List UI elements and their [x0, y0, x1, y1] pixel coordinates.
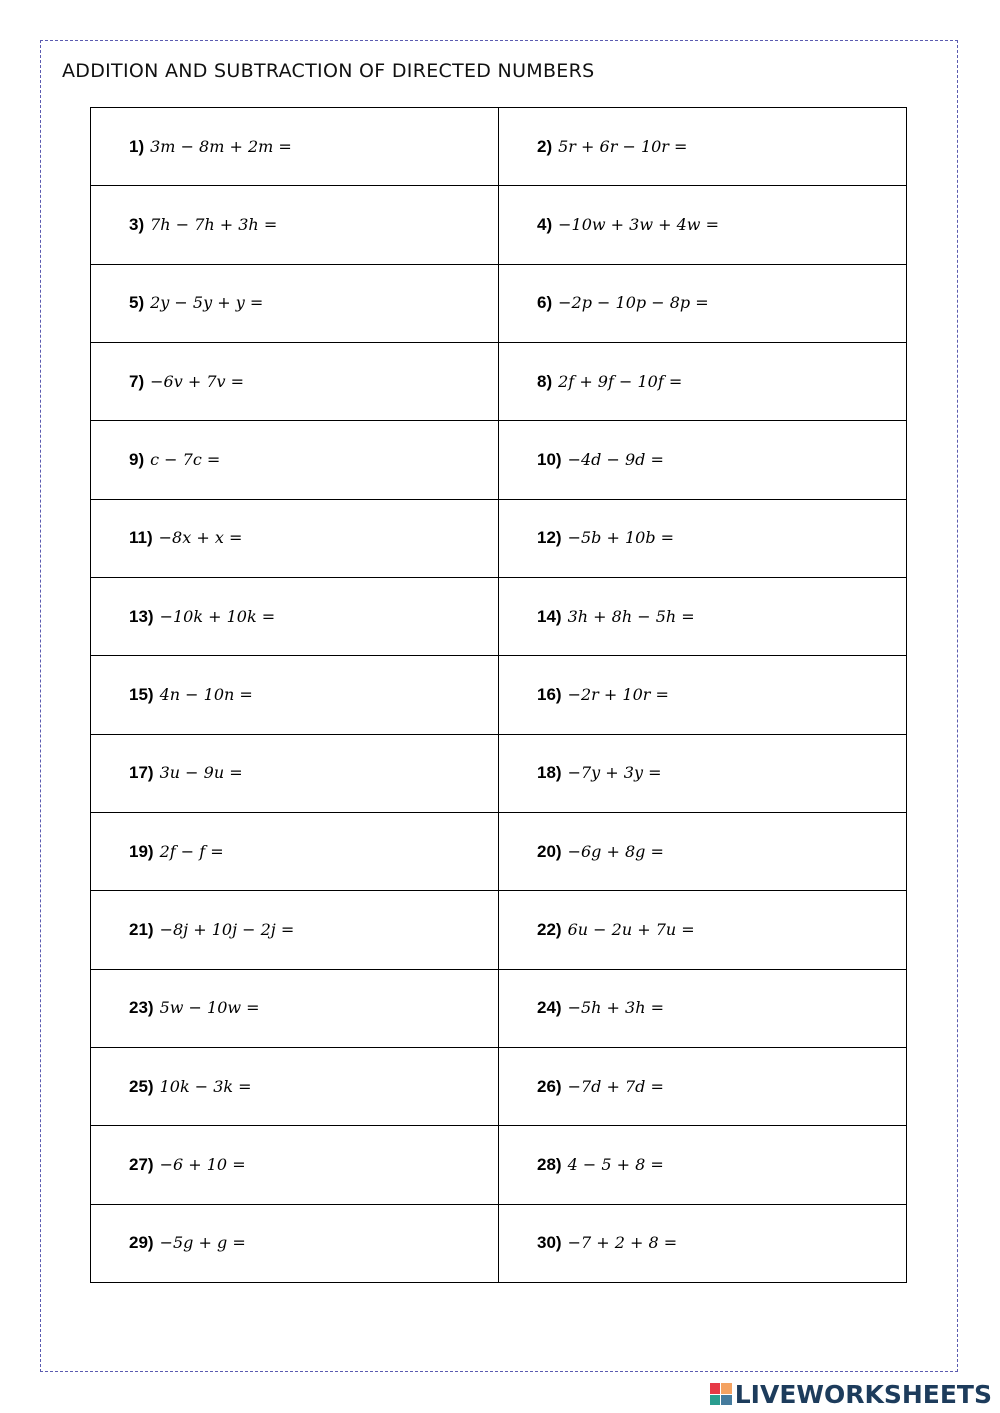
exercise-expression: −7d + 7d =	[567, 1076, 664, 1096]
exercise-number: 23)	[129, 998, 154, 1018]
exercise-number: 1)	[129, 136, 145, 156]
exercise-expression: 2f + 9f − 10f =	[558, 371, 683, 391]
exercise-cell	[499, 186, 907, 264]
table-row	[91, 421, 907, 499]
exercise-number: 7)	[129, 371, 145, 391]
exercise-number: 16)	[537, 684, 562, 704]
exercise-expression: −10w + 3w + 4w =	[558, 214, 719, 234]
table-row	[91, 1126, 907, 1204]
exercise-expression: −2r + 10r =	[567, 684, 669, 704]
exercise-cell	[499, 1204, 907, 1282]
table-row	[91, 186, 907, 264]
exercise-cell	[91, 812, 499, 890]
exercise-cell	[499, 264, 907, 342]
table-row	[91, 342, 907, 420]
exercise-cell	[91, 577, 499, 655]
table-row	[91, 734, 907, 812]
exercise-cell	[91, 499, 499, 577]
exercise-expression: −5h + 3h =	[567, 998, 665, 1018]
exercise-number: 29)	[129, 1233, 154, 1253]
table-row	[91, 1204, 907, 1282]
exercise-cell	[499, 969, 907, 1047]
exercise-expression: 4n − 10n =	[159, 684, 253, 704]
liveworksheets-logo	[710, 1380, 992, 1408]
exercise-number: 20)	[537, 841, 562, 861]
exercise-cell	[91, 656, 499, 734]
exercise-expression: −7 + 2 + 8 =	[567, 1233, 678, 1253]
exercise-number: 6)	[537, 293, 553, 313]
exercise-cell	[499, 812, 907, 890]
exercise-expression: −6g + 8g =	[567, 841, 664, 861]
table-row	[91, 812, 907, 890]
exercise-table	[90, 107, 907, 1283]
exercise-number: 19)	[129, 841, 154, 861]
exercise-expression: −4d − 9d =	[567, 449, 664, 469]
table-row	[91, 499, 907, 577]
exercise-cell	[91, 1047, 499, 1125]
exercise-number: 17)	[129, 763, 154, 783]
exercise-number: 4)	[537, 214, 553, 234]
exercise-number: 5)	[129, 293, 145, 313]
table-row	[91, 264, 907, 342]
logo-text: LIVEWORKSHEETS	[734, 1379, 992, 1409]
exercise-number: 8)	[537, 371, 553, 391]
exercise-number: 11)	[129, 528, 153, 548]
exercise-expression: −7y + 3y =	[567, 763, 662, 783]
exercise-expression: 10k − 3k =	[159, 1076, 252, 1096]
exercise-cell	[499, 1047, 907, 1125]
exercise-cell	[499, 421, 907, 499]
exercise-cell	[499, 891, 907, 969]
exercise-expression: −6v + 7v =	[150, 371, 245, 391]
exercise-expression: −6 + 10 =	[159, 1154, 246, 1174]
exercise-number: 25)	[129, 1076, 154, 1096]
exercise-expression: 3m − 8m + 2m =	[150, 136, 292, 156]
exercise-number: 12)	[537, 528, 562, 548]
exercise-number: 22)	[537, 919, 562, 939]
exercise-expression: −5b + 10b =	[567, 528, 675, 548]
exercise-expression: 7h − 7h + 3h =	[150, 214, 278, 234]
exercise-expression: −10k + 10k =	[159, 606, 276, 626]
exercise-expression: 4 − 5 + 8 =	[567, 1154, 664, 1174]
table-row	[91, 108, 907, 186]
exercise-expression: 2f − f =	[159, 841, 224, 861]
exercise-number: 10)	[537, 449, 562, 469]
exercise-expression: 5r + 6r − 10r =	[558, 136, 688, 156]
exercise-number: 27)	[129, 1154, 154, 1174]
exercise-expression: −8x + x =	[158, 528, 243, 548]
exercise-number: 15)	[129, 684, 154, 704]
exercise-number: 3)	[129, 214, 145, 234]
exercise-cell	[91, 108, 499, 186]
exercise-expression: −5g + g =	[159, 1233, 246, 1253]
exercise-number: 26)	[537, 1076, 562, 1096]
exercise-cell	[499, 656, 907, 734]
exercise-cell	[91, 421, 499, 499]
exercise-cell	[91, 734, 499, 812]
table-row	[91, 969, 907, 1047]
exercise-expression: −8j + 10j − 2j =	[159, 919, 295, 939]
exercise-expression: −2p − 10p − 8p =	[558, 293, 709, 313]
exercise-expression: 2y − 5y + y =	[150, 293, 264, 313]
exercise-cell	[91, 186, 499, 264]
table-row	[91, 1047, 907, 1125]
exercise-cell	[499, 108, 907, 186]
exercise-expression: 5w − 10w =	[159, 998, 260, 1018]
exercise-expression: 3u − 9u =	[159, 763, 243, 783]
exercise-number: 21)	[129, 919, 154, 939]
exercise-number: 24)	[537, 998, 562, 1018]
worksheet-title: ADDITION AND SUBTRACTION OF DIRECTED NUMBERS	[62, 60, 595, 82]
exercise-cell	[91, 1126, 499, 1204]
exercise-cell	[499, 499, 907, 577]
exercise-number: 28)	[537, 1154, 562, 1174]
exercise-number: 13)	[129, 606, 154, 626]
table-row	[91, 577, 907, 655]
logo-icon	[710, 1383, 732, 1405]
exercise-cell	[91, 1204, 499, 1282]
exercise-expression: 6u − 2u + 7u =	[567, 919, 695, 939]
exercise-cell	[499, 577, 907, 655]
table-row	[91, 656, 907, 734]
exercise-number: 18)	[537, 763, 562, 783]
table-row	[91, 891, 907, 969]
exercise-cell	[499, 734, 907, 812]
exercise-expression: c − 7c =	[150, 449, 221, 469]
exercise-expression: 3h + 8h − 5h =	[567, 606, 695, 626]
exercise-cell	[91, 969, 499, 1047]
exercise-number: 2)	[537, 136, 553, 156]
exercise-number: 30)	[537, 1233, 562, 1253]
exercise-number: 14)	[537, 606, 562, 626]
exercise-cell	[91, 891, 499, 969]
exercise-cell	[91, 342, 499, 420]
exercise-cell	[499, 342, 907, 420]
exercise-number: 9)	[129, 449, 145, 469]
exercise-cell	[91, 264, 499, 342]
exercise-cell	[499, 1126, 907, 1204]
